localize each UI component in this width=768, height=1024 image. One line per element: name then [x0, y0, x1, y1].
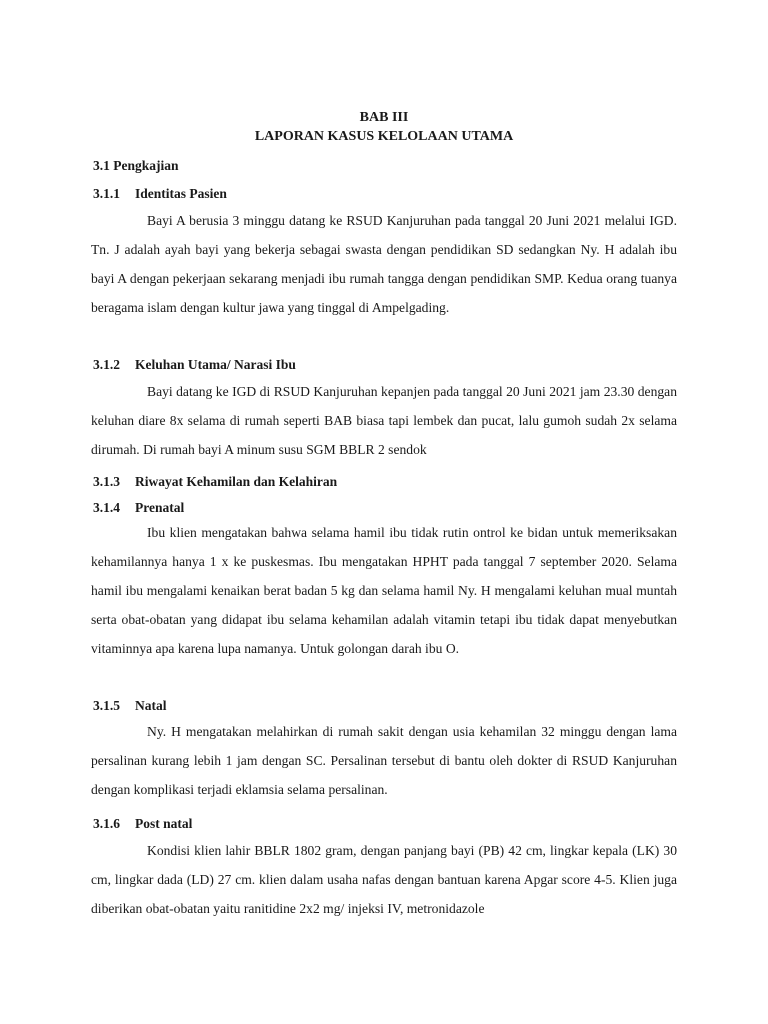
section-number: 3.1.3	[93, 474, 120, 489]
chapter-number: BAB III	[359, 110, 409, 125]
section-number: 3.1.4	[93, 500, 120, 515]
section-number: 3.1.5	[93, 698, 120, 713]
section-title: Prenatal	[135, 500, 185, 515]
section-title: Riwayat Kehamilan dan Kelahiran	[135, 474, 338, 489]
paragraph-post-natal: Kondisi klien lahir BBLR 1802 gram, dengan panjang bayi (PB) 42 cm, lingkar kepala (LK) 30 cm, lingkar dada (LD) 27 cm. klien dalam usaha nafas dengan bantuan karena Apgar score 4-5. Klien juga diberikan obat-obatan yaitu ranitidine 2x2 mg/ injeksi IV, metronidazole	[91, 843, 677, 916]
section-heading-3-1-5	[93, 697, 167, 715]
section-heading-3-1-1	[93, 185, 227, 203]
section-heading-3-1-2	[93, 356, 296, 374]
section-number: 3.1.6	[93, 816, 120, 831]
section-number: 3.1	[93, 158, 110, 173]
section-title: Natal	[135, 698, 167, 713]
section-title: Pengkajian	[113, 158, 179, 173]
section-title: Post natal	[135, 816, 193, 831]
paragraph-prenatal: Ibu klien mengatakan bahwa selama hamil ibu tidak rutin ontrol ke bidan untuk memeriksakan kehamilannya hanya 1 x ke puskesmas. Ibu mengatakan HPHT pada tanggal 7 september 2020. Selama hamil ibu mengalami kenaikan berat badan 5 kg dan selama hamil Ny. H mengalami keluhan mual muntah serta obat-obatan yang didapat ibu selama kehamilan adalah vitamin tetapi ibu tidak dapat menyebutkan vitaminnya apa karena lupa namanya. Untuk golongan darah ibu O.	[91, 525, 677, 656]
section-heading-3-1-6	[93, 815, 192, 833]
paragraph-natal: Ny. H mengatakan melahirkan di rumah sakit dengan usia kehamilan 32 minggu dengan lama persalinan kurang lebih 1 jam dengan SC. Persalinan tersebut di bantu oleh dokter di RSUD Kanjuruhan dengan komplikasi terjadi eklamsia selama persalinan.	[91, 724, 677, 797]
chapter-title: LAPORAN KASUS KELOLAAN UTAMA	[254, 129, 514, 144]
section-number: 3.1.1	[93, 186, 120, 201]
paragraph-identitas: Bayi A berusia 3 minggu datang ke RSUD Kanjuruhan pada tanggal 20 Juni 2021 melalui IGD. Tn. J adalah ayah bayi yang bekerja sebagai swasta dengan pendidikan SD sedangkan Ny. H adalah ibu bayi A dengan pekerjaan sekarang menjadi ibu rumah tangga dengan pendidikan SMP. Kedua orang tuanya beragama islam dengan kultur jawa yang tinggal di Ampelgading.	[91, 213, 677, 315]
section-heading-3-1-3	[93, 473, 337, 491]
section-heading-3-1	[93, 157, 179, 175]
section-title: Identitas Pasien	[135, 186, 227, 201]
section-number: 3.1.2	[93, 357, 120, 372]
section-title: Keluhan Utama/ Narasi Ibu	[135, 357, 296, 372]
section-heading-3-1-4	[93, 499, 184, 517]
paragraph-keluhan: Bayi datang ke IGD di RSUD Kanjuruhan kepanjen pada tanggal 20 Juni 2021 jam 23.30 dengan keluhan diare 8x selama di rumah seperti BAB biasa tapi lembek dan pucat, lalu gumoh sudah 2x selama dirumah. Di rumah bayi A minum susu SGM BBLR 2 sendok	[91, 384, 677, 457]
